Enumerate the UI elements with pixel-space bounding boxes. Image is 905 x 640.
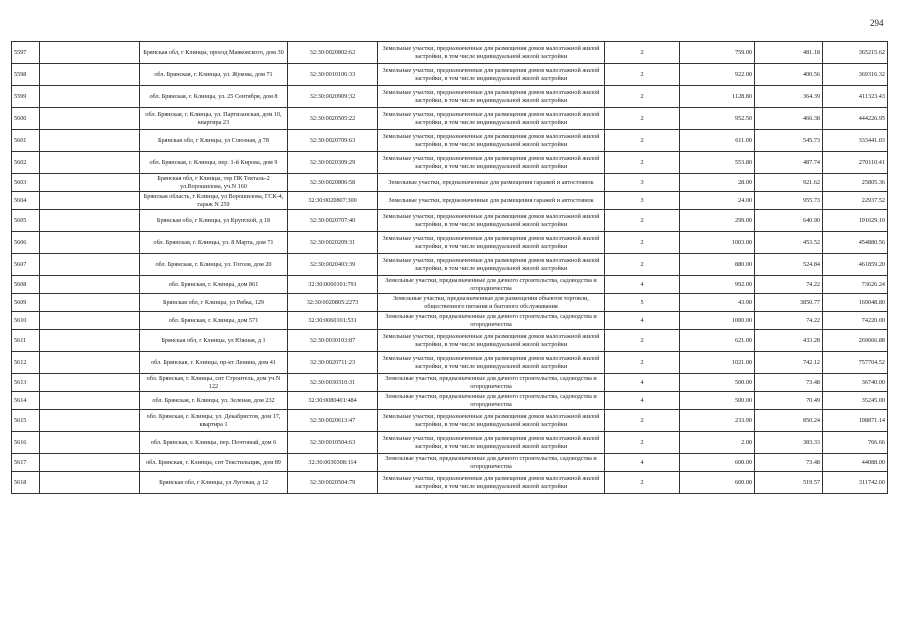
table-row (12, 42, 888, 64)
group-cell: 3 (605, 174, 680, 192)
address-cell: обл. Брянская, г. Клинцы, пер. Почтовый, дом 6 (140, 432, 288, 454)
address-cell: Брянская обл, г Клинцы, ул Крупской, д 18 (140, 210, 288, 232)
cadastral-number-cell: 32:30:0020805:2273 (288, 294, 378, 312)
group-cell: 2 (605, 472, 680, 494)
rate-cell: 524.84 (755, 254, 823, 276)
spacer-cell (40, 130, 140, 152)
row-number: 5608 (12, 276, 40, 294)
row-number: 5611 (12, 330, 40, 352)
address-cell: обл. Брянская, г. Клинцы, ул. Жукова, дом 71 (140, 64, 288, 86)
row-number: 5614 (12, 392, 40, 410)
spacer-cell (40, 330, 140, 352)
table-row (12, 294, 888, 312)
group-cell: 2 (605, 232, 680, 254)
cadastral-value-cell: 191629.10 (823, 210, 888, 232)
row-number: 5613 (12, 374, 40, 392)
cadastral-value-cell: 35245.00 (823, 392, 888, 410)
land-use-cell: Земельные участки, предназначенные для размещения гаражей и автостоянок (378, 192, 605, 210)
cadastral-number-cell: 32:30:0020909:32 (288, 86, 378, 108)
group-cell: 4 (605, 312, 680, 330)
rate-cell: 433.28 (755, 330, 823, 352)
cadastral-value-cell: 766.66 (823, 432, 888, 454)
cadastral-value-cell: 454880.56 (823, 232, 888, 254)
land-use-cell: Земельные участки, предназначенные для дачного строительства, садоводства и огородничества (378, 392, 605, 410)
row-number: 5603 (12, 174, 40, 192)
land-use-cell: Земельные участки, предназначенные для размещения объектов торговли, общественного питания и бытового обслуживания (378, 294, 605, 312)
row-number: 5610 (12, 312, 40, 330)
rate-cell: 74.22 (755, 312, 823, 330)
spacer-cell (40, 454, 140, 472)
area-cell: 1128.80 (680, 86, 755, 108)
group-cell: 2 (605, 330, 680, 352)
address-cell: обл. Брянская, г. Клинцы, ул. Гоголя, дом 20 (140, 254, 288, 276)
rate-cell: 364.39 (755, 86, 823, 108)
address-cell: обл. Брянская, г. Клинцы, снт Текстильщик, дом 89 (140, 454, 288, 472)
group-cell: 2 (605, 152, 680, 174)
rate-cell: 742.12 (755, 352, 823, 374)
spacer-cell (40, 410, 140, 432)
cadastral-value-cell: 411323.43 (823, 86, 888, 108)
cadastral-value-cell: 44088.00 (823, 454, 888, 472)
spacer-cell (40, 232, 140, 254)
table-row (12, 330, 888, 352)
spacer-cell (40, 294, 140, 312)
cadastral-number-cell: 32:30:0020209:31 (288, 232, 378, 254)
row-number: 5605 (12, 210, 40, 232)
spacer-cell (40, 392, 140, 410)
spacer-cell (40, 312, 140, 330)
area-cell: 2.00 (680, 432, 755, 454)
cadastral-number-cell: 32:30:0010106:33 (288, 64, 378, 86)
cadastral-number-cell: 32:30:0080401:484 (288, 392, 378, 410)
land-use-cell: Земельные участки, предназначенные для размещения домов малоэтажной жилой застройки, в том числе индивидуальной жилой застройки (378, 108, 605, 130)
group-cell: 2 (605, 254, 680, 276)
spacer-cell (40, 254, 140, 276)
spacer-cell (40, 472, 140, 494)
address-cell: Брянская обл, г Клинцы, проезд Маяковского, дом 30 (140, 42, 288, 64)
address-cell: обл. Брянская, г. Клинцы, ул. 8 Марта, дом 71 (140, 232, 288, 254)
address-cell: обл. Брянская, г. Клинцы, ул. Зеленая, дом 232 (140, 392, 288, 410)
cadastral-number-cell: 32:30:0020806:58 (288, 174, 378, 192)
group-cell: 2 (605, 108, 680, 130)
row-number: 5597 (12, 42, 40, 64)
row-number: 5601 (12, 130, 40, 152)
table-row (12, 392, 888, 410)
table-row (12, 174, 888, 192)
group-cell: 2 (605, 352, 680, 374)
area-cell: 553.80 (680, 152, 755, 174)
group-cell: 5 (605, 294, 680, 312)
rate-cell: 400.56 (755, 64, 823, 86)
spacer-cell (40, 108, 140, 130)
address-cell: Брянская обл, г Клинцы, ул Южная, д 1 (140, 330, 288, 352)
group-cell: 2 (605, 210, 680, 232)
area-cell: 600.00 (680, 454, 755, 472)
row-number: 5598 (12, 64, 40, 86)
rate-cell: 481.18 (755, 42, 823, 64)
row-number: 5616 (12, 432, 40, 454)
land-use-cell: Земельные участки, предназначенные для размещения домов малоэтажной жилой застройки, в том числе индивидуальной жилой застройки (378, 432, 605, 454)
rate-cell: 3850.77 (755, 294, 823, 312)
area-cell: 233.90 (680, 410, 755, 432)
spacer-cell (40, 432, 140, 454)
land-use-cell: Земельные участки, предназначенные для размещения домов малоэтажной жилой застройки, в том числе индивидуальной жилой застройки (378, 42, 605, 64)
group-cell: 3 (605, 192, 680, 210)
cadastral-value-cell: 198871.14 (823, 410, 888, 432)
cadastral-number-cell: 32:30:0020504:79 (288, 472, 378, 494)
row-number: 5612 (12, 352, 40, 374)
cadastral-value-cell: 36740.00 (823, 374, 888, 392)
area-cell: 500.00 (680, 392, 755, 410)
table-row (12, 152, 888, 174)
group-cell: 4 (605, 392, 680, 410)
rate-cell: 640.90 (755, 210, 823, 232)
rate-cell: 73.48 (755, 374, 823, 392)
area-cell: 28.00 (680, 174, 755, 192)
land-use-cell: Земельные участки, предназначенные для размещения домов малоэтажной жилой застройки, в том числе индивидуальной жилой застройки (378, 64, 605, 86)
table-row (12, 254, 888, 276)
rate-cell: 850.24 (755, 410, 823, 432)
cadastral-number-cell: 32:30:0020709:63 (288, 130, 378, 152)
cadastral-value-cell: 25805.36 (823, 174, 888, 192)
cadastral-number-cell: 32:30:0020505:22 (288, 108, 378, 130)
land-use-cell: Земельные участки, предназначенные для размещения домов малоэтажной жилой застройки, в том числе индивидуальной жилой застройки (378, 410, 605, 432)
table-row (12, 192, 888, 210)
area-cell: 880.00 (680, 254, 755, 276)
area-cell: 24.00 (680, 192, 755, 210)
spacer-cell (40, 86, 140, 108)
land-use-cell: Земельные участки, предназначенные для размещения домов малоэтажной жилой застройки, в том числе индивидуальной жилой застройки (378, 232, 605, 254)
address-cell: обл. Брянская, г. Клинцы, снт Строитель, дом уч.N 122 (140, 374, 288, 392)
cadastral-value-cell: 74220.00 (823, 312, 888, 330)
group-cell: 2 (605, 64, 680, 86)
table-body (12, 42, 888, 494)
area-cell: 600.00 (680, 472, 755, 494)
cadastral-number-cell: 32:30:0060101:791 (288, 276, 378, 294)
row-number: 5600 (12, 108, 40, 130)
cadastral-value-cell: 369316.32 (823, 64, 888, 86)
cadastral-number-cell: 32:30:0020309:29 (288, 152, 378, 174)
land-use-cell: Земельные участки, предназначенные для размещения домов малоэтажной жилой застройки, в том числе индивидуальной жилой застройки (378, 254, 605, 276)
rate-cell: 70.49 (755, 392, 823, 410)
row-number: 5617 (12, 454, 40, 472)
table-row (12, 276, 888, 294)
cadastral-value-cell: 270110.41 (823, 152, 888, 174)
address-cell: обл. Брянская, г. Клинцы, пер. 1-й Кирова, дом 9 (140, 152, 288, 174)
cadastral-value-cell: 169048.80 (823, 294, 888, 312)
table-row (12, 108, 888, 130)
cadastral-number-cell: 32:30:0020707:40 (288, 210, 378, 232)
rate-cell: 955.73 (755, 192, 823, 210)
address-cell: обл. Брянская, г. Клинцы, дом 571 (140, 312, 288, 330)
cadastral-number-cell: 32:30:0020711:23 (288, 352, 378, 374)
rate-cell: 466.38 (755, 108, 823, 130)
area-cell: 1021.00 (680, 352, 755, 374)
land-use-cell: Земельные участки, предназначенные для размещения домов малоэтажной жилой застройки, в том числе индивидуальной жилой застройки (378, 152, 605, 174)
area-cell: 43.90 (680, 294, 755, 312)
cadastral-value-cell: 757704.52 (823, 352, 888, 374)
land-use-cell: Земельные участки, предназначенные для размещения домов малоэтажной жилой застройки, в том числе индивидуальной жилой застройки (378, 330, 605, 352)
cadastral-value-cell: 444226.95 (823, 108, 888, 130)
area-cell: 952.50 (680, 108, 755, 130)
row-number: 5604 (12, 192, 40, 210)
address-cell: обл. Брянская, г. Клинцы, ул. Партизанская, дом 10, квартира 23 (140, 108, 288, 130)
row-number: 5609 (12, 294, 40, 312)
cadastral-number-cell: 32:30:0020802:62 (288, 42, 378, 64)
area-cell: 992.00 (680, 276, 755, 294)
rate-cell: 487.74 (755, 152, 823, 174)
row-number: 5606 (12, 232, 40, 254)
cadastral-value-cell: 333441.03 (823, 130, 888, 152)
address-cell: Брянская обл, г Клинцы, тер ПК Текталь-2 ул.Ворошилова, уч.N 160 (140, 174, 288, 192)
area-cell: 759.00 (680, 42, 755, 64)
spacer-cell (40, 64, 140, 86)
address-cell: Брянская обл, г Клинцы, ул Союзная, д 78 (140, 130, 288, 152)
group-cell: 2 (605, 130, 680, 152)
address-cell: обл. Брянская, г. Клинцы, ул. Декабристов, дом 17, квартира 1 (140, 410, 288, 432)
cadastral-number-cell: 32:30:0030310:31 (288, 374, 378, 392)
group-cell: 4 (605, 374, 680, 392)
cadastral-number-cell: 32:30:0010504:63 (288, 432, 378, 454)
area-cell: 299.00 (680, 210, 755, 232)
land-use-cell: Земельные участки, предназначенные для размещения домов малоэтажной жилой застройки, в том числе индивидуальной жилой застройки (378, 130, 605, 152)
spacer-cell (40, 42, 140, 64)
table-row (12, 130, 888, 152)
land-use-cell: Земельные участки, предназначенные для дачного строительства, садоводства и огородничества (378, 374, 605, 392)
cadastral-value-cell: 22937.52 (823, 192, 888, 210)
land-use-cell: Земельные участки, предназначенные для дачного строительства, садоводства и огородничества (378, 276, 605, 294)
land-use-cell: Земельные участки, предназначенные для дачного строительства, садоводства и огородничества (378, 454, 605, 472)
row-number: 5599 (12, 86, 40, 108)
row-number: 5602 (12, 152, 40, 174)
spacer-cell (40, 210, 140, 232)
table-row (12, 64, 888, 86)
row-number: 5618 (12, 472, 40, 494)
area-cell: 1003.00 (680, 232, 755, 254)
cadastral-value-cell: 73626.24 (823, 276, 888, 294)
spacer-cell (40, 152, 140, 174)
spacer-cell (40, 192, 140, 210)
area-cell: 500.00 (680, 374, 755, 392)
land-use-cell: Земельные участки, предназначенные для размещения домов малоэтажной жилой застройки, в том числе индивидуальной жилой застройки (378, 86, 605, 108)
group-cell: 2 (605, 86, 680, 108)
table-row (12, 352, 888, 374)
rate-cell: 383.33 (755, 432, 823, 454)
land-use-cell: Земельные участки, предназначенные для размещения гаражей и автостоянок (378, 174, 605, 192)
group-cell: 4 (605, 276, 680, 294)
rate-cell: 545.73 (755, 130, 823, 152)
table-row (12, 312, 888, 330)
area-cell: 1000.00 (680, 312, 755, 330)
address-cell: обл. Брянская, г. Клинцы, ул. 25 Сентября, дом 8 (140, 86, 288, 108)
address-cell: Брянская область, г Клинцы, ул Ворошилова, ГСК-4, гараж N 259 (140, 192, 288, 210)
address-cell: Брянская обл, г Клинцы, ул Луговая, д 12 (140, 472, 288, 494)
land-use-cell: Земельные участки, предназначенные для размещения домов малоэтажной жилой застройки, в том числе индивидуальной жилой застройки (378, 472, 605, 494)
page-number: 294 (870, 18, 884, 28)
cadastral-number-cell: 32:30:0020807:300 (288, 192, 378, 210)
area-cell: 922.00 (680, 64, 755, 86)
group-cell: 2 (605, 42, 680, 64)
table-row (12, 410, 888, 432)
group-cell: 2 (605, 432, 680, 454)
group-cell: 2 (605, 410, 680, 432)
rate-cell: 453.52 (755, 232, 823, 254)
cadastral-number-cell: 32:30:0060101:531 (288, 312, 378, 330)
rate-cell: 921.62 (755, 174, 823, 192)
address-cell: обл. Брянская, г. Клинцы, дом 861 (140, 276, 288, 294)
cadastral-number-cell: 32:30:0020613:47 (288, 410, 378, 432)
table-row (12, 86, 888, 108)
land-use-cell: Земельные участки, предназначенные для размещения домов малоэтажной жилой застройки, в том числе индивидуальной жилой застройки (378, 210, 605, 232)
area-cell: 621.00 (680, 330, 755, 352)
row-number: 5615 (12, 410, 40, 432)
spacer-cell (40, 352, 140, 374)
table-row (12, 472, 888, 494)
table-row (12, 232, 888, 254)
group-cell: 4 (605, 454, 680, 472)
cadastral-number-cell: 32:30:0030103:87 (288, 330, 378, 352)
rate-cell: 519.57 (755, 472, 823, 494)
spacer-cell (40, 174, 140, 192)
cadastral-value-table (11, 41, 888, 494)
cadastral-value-cell: 311742.00 (823, 472, 888, 494)
rate-cell: 74.22 (755, 276, 823, 294)
cadastral-number-cell: 32:30:0020403:39 (288, 254, 378, 276)
address-cell: Брянская обл, г Клинцы, ул Рябка, 129 (140, 294, 288, 312)
address-cell: обл. Брянская, г. Клинцы, пр-кт Ленина, дом 41 (140, 352, 288, 374)
cadastral-value-cell: 461859.20 (823, 254, 888, 276)
cadastral-number-cell: 32:30:0030308:114 (288, 454, 378, 472)
rate-cell: 73.48 (755, 454, 823, 472)
cadastral-value-cell: 365215.62 (823, 42, 888, 64)
spacer-cell (40, 374, 140, 392)
area-cell: 611.00 (680, 130, 755, 152)
table-row (12, 374, 888, 392)
table-row (12, 454, 888, 472)
spacer-cell (40, 276, 140, 294)
cadastral-value-cell: 269066.88 (823, 330, 888, 352)
land-use-cell: Земельные участки, предназначенные для размещения домов малоэтажной жилой застройки, в том числе индивидуальной жилой застройки (378, 352, 605, 374)
table-row (12, 210, 888, 232)
row-number: 5607 (12, 254, 40, 276)
table-row (12, 432, 888, 454)
land-use-cell: Земельные участки, предназначенные для дачного строительства, садоводства и огородничества (378, 312, 605, 330)
